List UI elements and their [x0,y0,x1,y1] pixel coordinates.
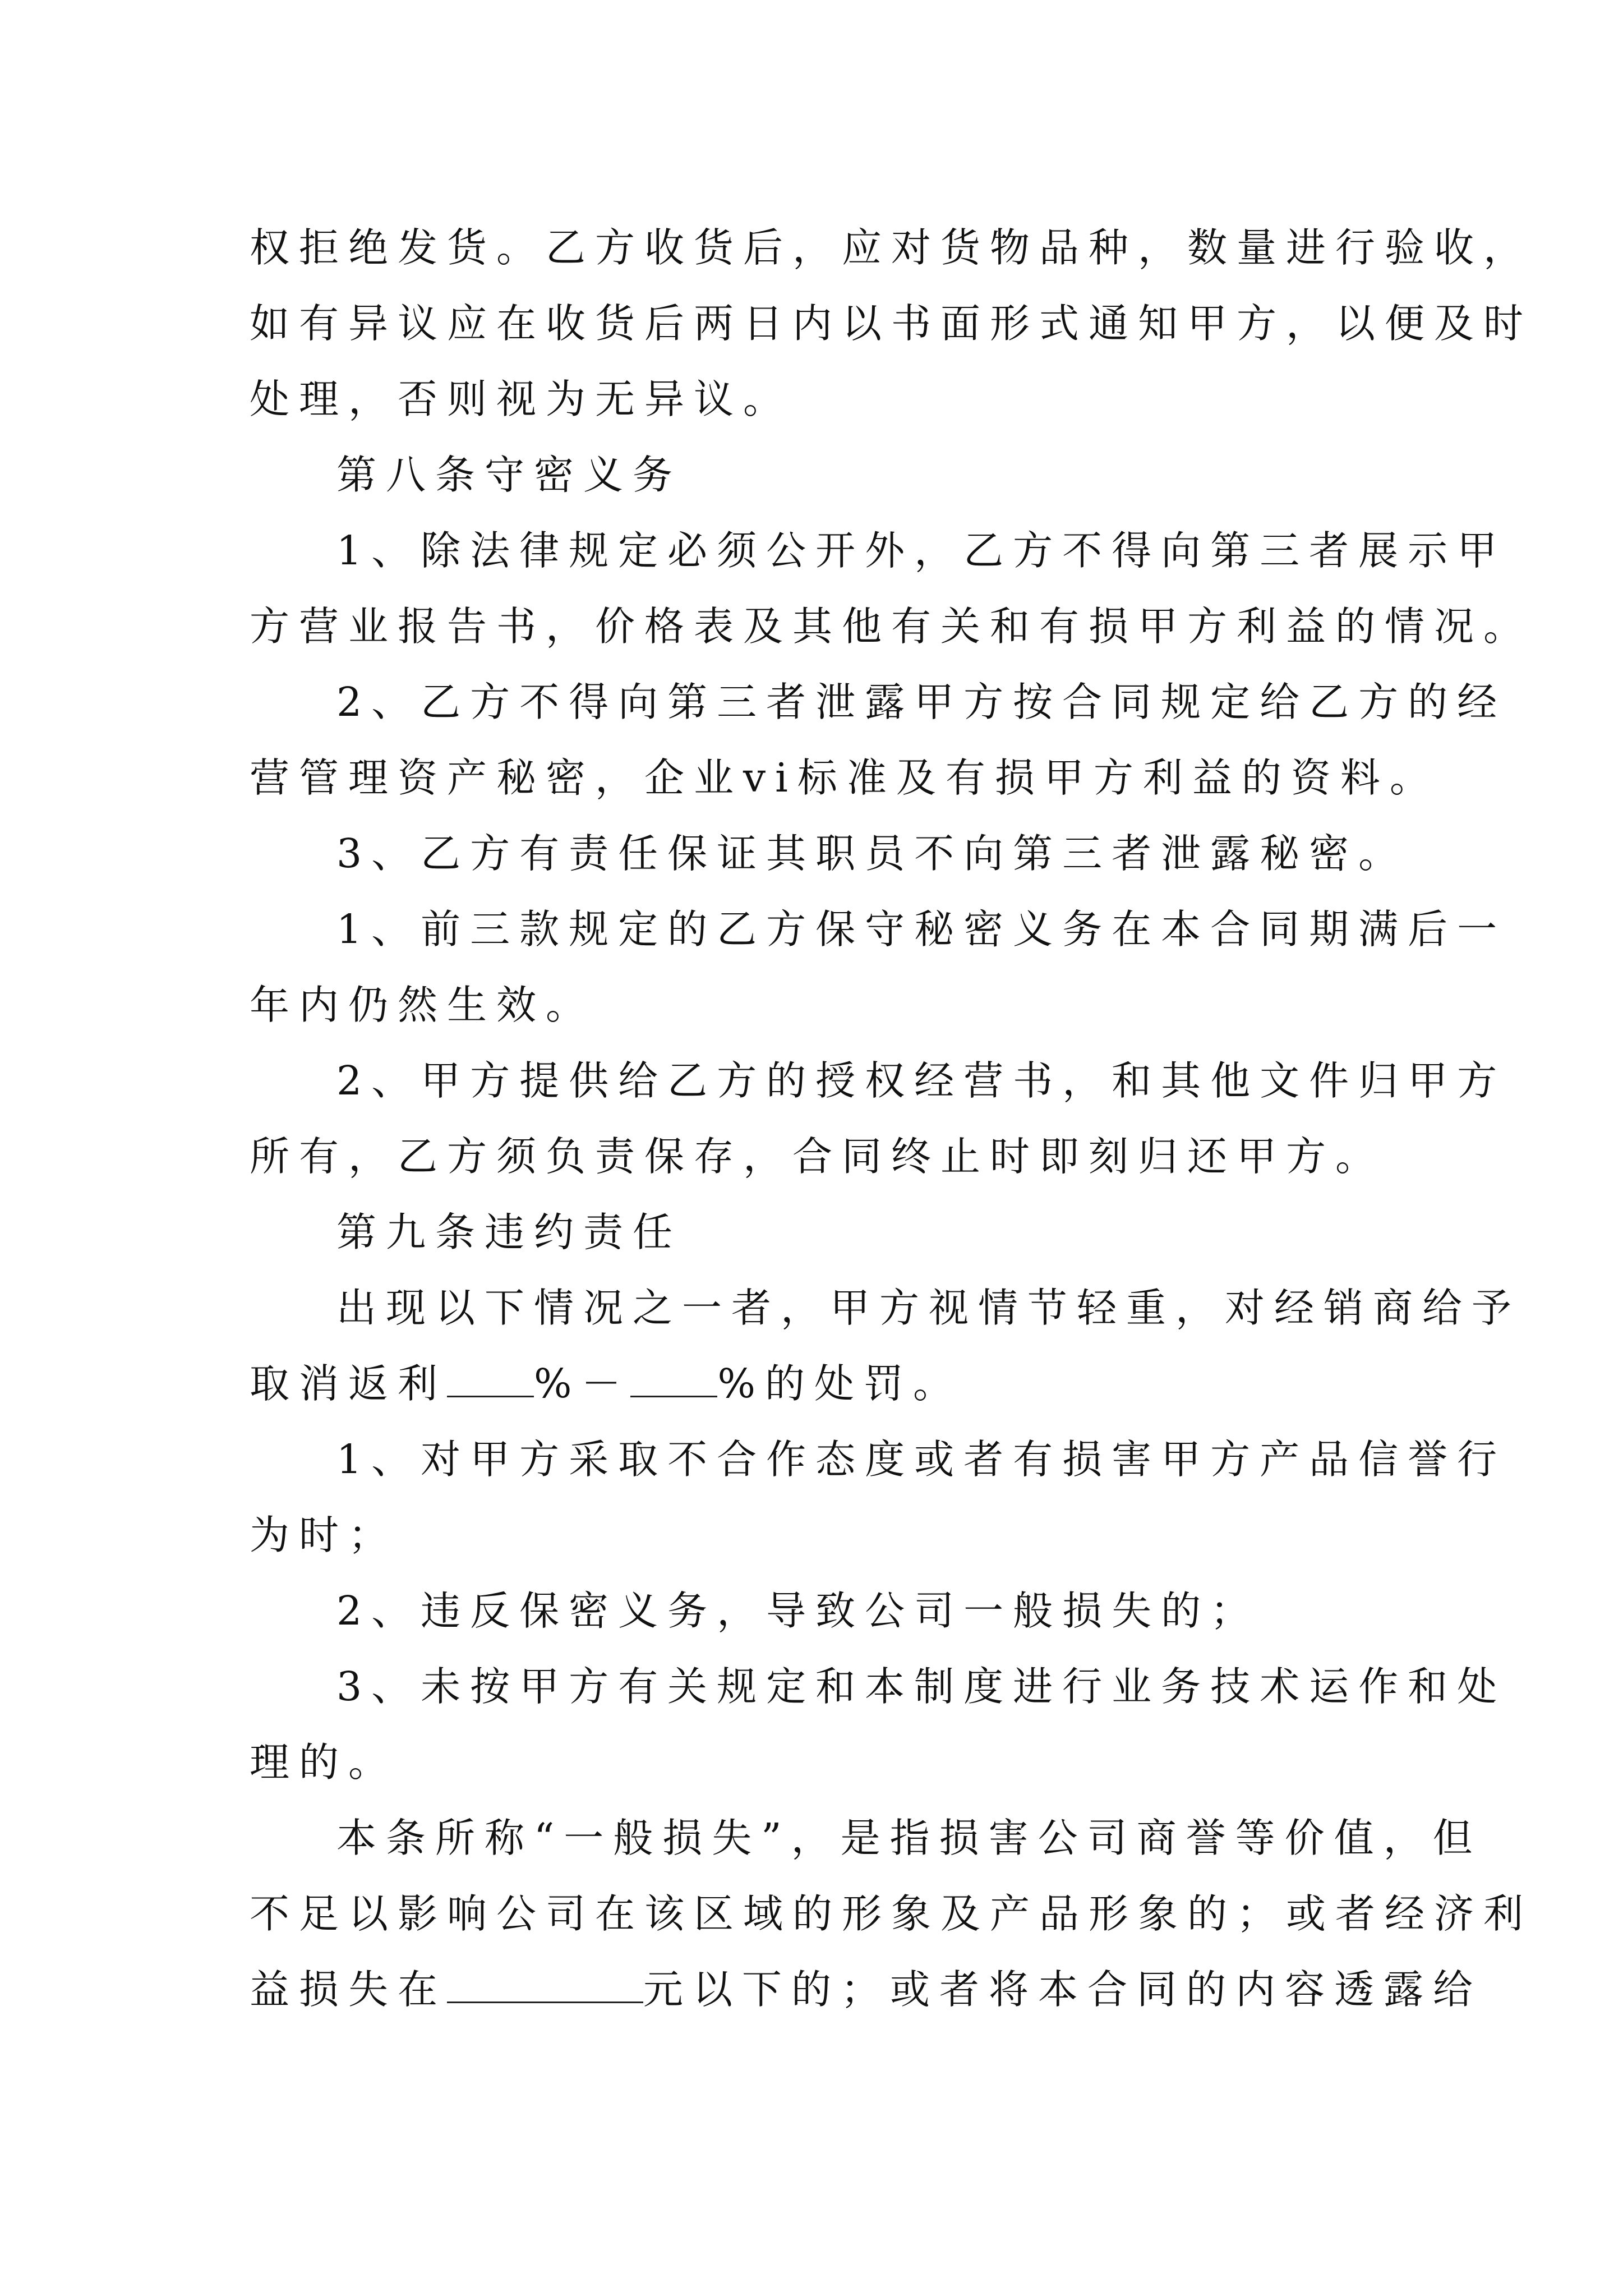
loss-line [250,1962,1482,2018]
penalty-line [250,1356,962,1412]
fill-in-blank[interactable] [447,1962,643,2003]
paragraph-line: 不足以影响公司在该区域的形象及产品形象的；或者经济利 [250,1890,1533,1937]
paragraph-line: 所有，乙方须负责保存，合同终止时即刻归还甲方。 [250,1133,1385,1180]
loss-line-prefix: 益损失在 [250,1966,448,2013]
paragraph-line: 营管理资产秘密，企业vi标准及有损甲方利益的资料。 [250,754,1439,801]
paragraph-line: 如有异议应在收货后两日内以书面形式通知甲方，以便及时 [250,300,1533,347]
paragraph-line: 1、对甲方采取不合作态度或者有损害甲方产品信誉行 [336,1436,1507,1483]
paragraph-line: 处理，否则视为无异议。 [250,376,793,422]
paragraph-line: 出现以下情况之一者，甲方视情节轻重，对经销商给予 [336,1285,1521,1331]
paragraph-line: 3、未按甲方有关规定和本制度进行业务技术运作和处 [336,1663,1507,1710]
paragraph-line: 权拒绝发货。乙方收货后，应对货物品种，数量进行验收， [250,224,1533,271]
paragraph-line: 方营业报告书，价格表及其他有关和有损甲方利益的情况。 [250,603,1533,650]
paragraph-line: 1、前三款规定的乙方保守秘密义务在本合同期满后一 [336,906,1507,953]
paragraph-line: 为时； [250,1512,398,1558]
penalty-line-suffix: %的处罚。 [717,1360,962,1407]
paragraph-line: 理的。 [250,1739,398,1786]
fill-in-blank[interactable] [630,1356,717,1397]
paragraph-line: 2、甲方提供给乙方的授权经营书，和其他文件归甲方 [336,1057,1507,1104]
section-heading-liability: 第九条违约责任 [336,1209,683,1255]
paragraph-line: 2、违反保密义务，导致公司一般损失的； [336,1588,1260,1634]
penalty-line-prefix: 取消返利 [250,1360,448,1407]
paragraph-line: 本条所称“一般损失”，是指损害公司商誉等价值，但 [336,1815,1482,1861]
paragraph-line: 3、乙方有责任保证其职员不向第三者泄露秘密。 [336,830,1408,877]
paragraph-line: 1、除法律规定必须公开外，乙方不得向第三者展示甲 [336,527,1507,574]
penalty-line-middle: %－ [534,1360,631,1407]
fill-in-blank[interactable] [447,1356,534,1397]
paragraph-line: 2、乙方不得向第三者泄露甲方按合同规定给乙方的经 [336,679,1507,725]
paragraph-line: 年内仍然生效。 [250,982,596,1028]
loss-line-suffix: 元以下的；或者将本合同的内容透露给 [643,1966,1483,2013]
section-heading-confidentiality: 第八条守密义务 [336,452,683,498]
